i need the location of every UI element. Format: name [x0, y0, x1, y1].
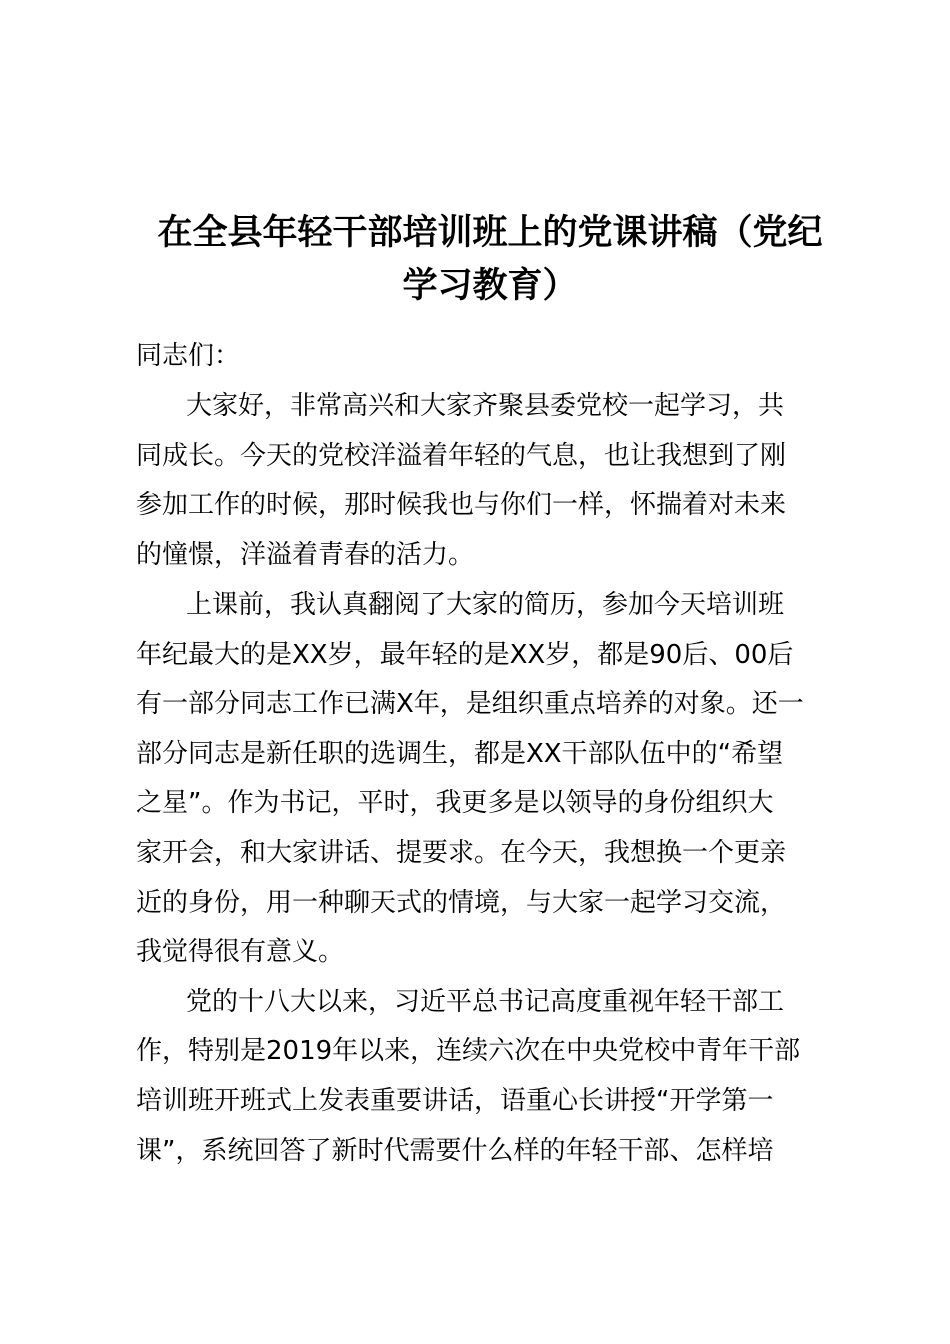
document-title-line-1: 在全县年轻干部培训班上的党课讲稿（党纪 [157, 213, 823, 253]
body-line: 部分同志是新任职的选调生，都是XX干部队伍中的“希望 [136, 739, 784, 769]
body-line: 上课前，我认真翻阅了大家的简历，参加今天培训班 [186, 590, 785, 620]
body-line: 大家好，非常高兴和大家齐聚县委党校一起学习，共 [186, 391, 785, 421]
body-line: 课”，系统回答了新时代需要什么样的年轻干部、怎样培 [136, 1136, 774, 1166]
document-title-line-2: 学习教育） [402, 266, 578, 306]
body-line: 作，特别是2019年以来，连续六次在中央党校中青年干部 [136, 1036, 801, 1066]
body-line: 的憧憬，洋溢着青春的活力。 [136, 540, 475, 570]
body-line: 参加工作的时候，那时候我也与你们一样，怀揣着对未来 [136, 490, 787, 520]
body-line: 近的身份，用一种聊天式的情境，与大家一起学习交流， [136, 888, 787, 918]
body-line: 之星”。作为书记，平时，我更多是以领导的身份组织大 [136, 788, 774, 818]
body-line: 党的十八大以来，习近平总书记高度重视年轻干部工 [186, 987, 785, 1017]
body-line: 培训班开班式上发表重要讲话，语重心长讲授“开学第一 [136, 1086, 774, 1116]
salutation: 同志们： [136, 341, 241, 371]
body-line: 有一部分同志工作已满X年，是组织重点培养的对象。还一 [136, 689, 804, 719]
body-line: 年纪最大的是XX岁，最年轻的是XX岁，都是90后、00后 [136, 640, 794, 670]
body-line: 家开会，和大家讲话、提要求。在今天，我想换一个更亲 [136, 838, 787, 868]
body-line: 我觉得很有意义。 [136, 937, 345, 967]
body-line: 同成长。今天的党校洋溢着年轻的气息，也让我想到了刚 [136, 441, 787, 471]
